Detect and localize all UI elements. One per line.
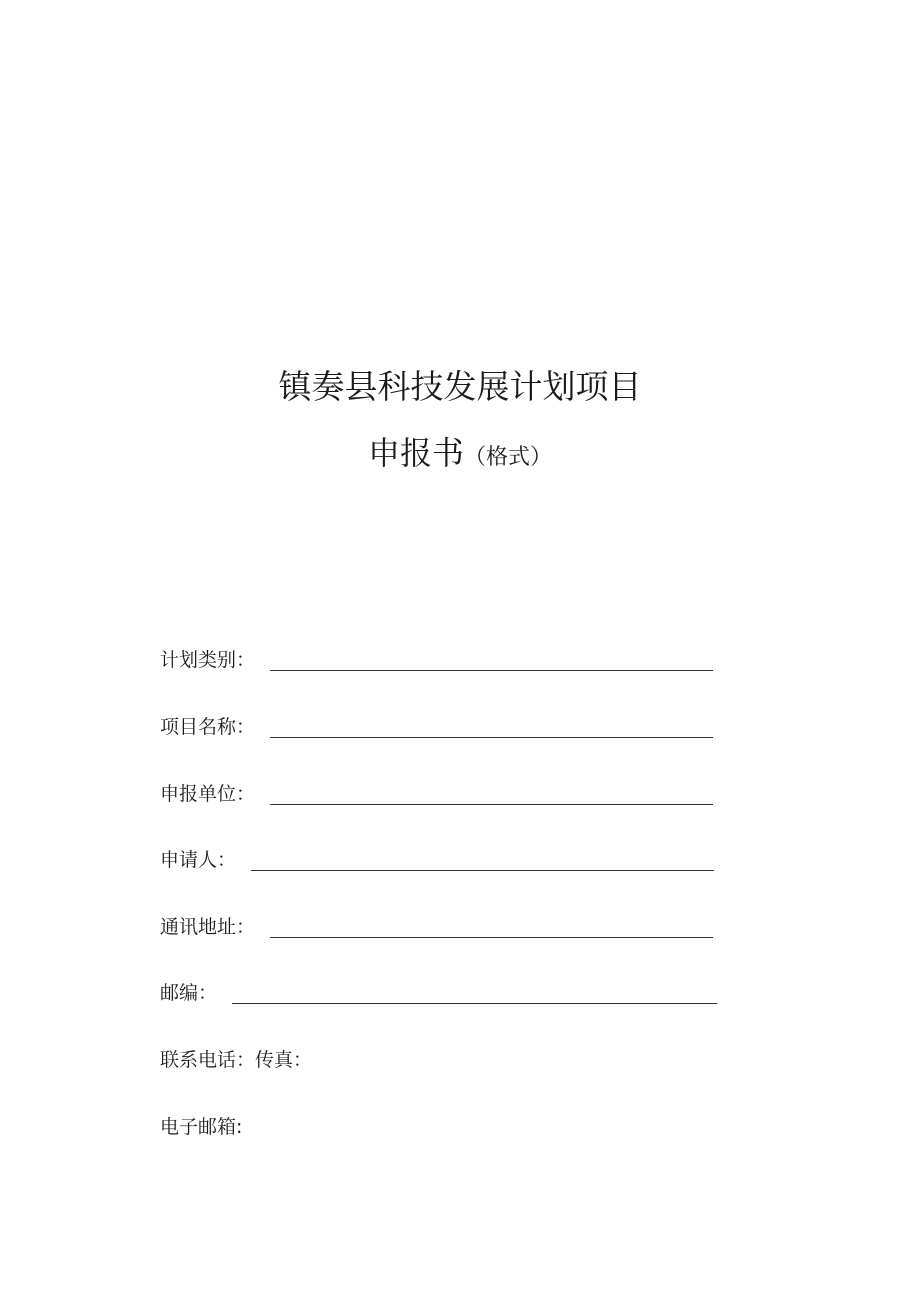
field-label: 申请人： [160,849,237,871]
field-label: 申报单位： [160,783,256,805]
field-label: 邮编： [160,982,218,1004]
field-label: 通讯地址： [160,916,256,938]
fill-in-line [270,737,713,738]
fill-in-line [270,937,713,938]
subtitle-format-note: （格式） [464,445,553,470]
document-subtitle [0,428,920,484]
document-title: 镇奏县科技发展计划项目 [278,367,642,406]
field-postal-code [160,976,717,1006]
field-phone-fax [160,1043,312,1073]
field-project-name [160,710,713,740]
field-applicant [160,843,714,873]
subtitle-main: 申报书 [367,434,464,472]
field-email [160,1110,242,1140]
field-mailing-address [160,910,713,940]
field-label: 电子邮箱: [160,1116,243,1138]
fill-in-line [232,1003,717,1004]
fill-in-line [251,870,714,871]
fill-in-line [270,670,713,671]
field-label: 项目名称： [160,716,256,738]
field-plan-category [160,643,713,673]
fill-in-line [270,804,713,805]
field-label: 计划类别： [160,649,256,671]
field-label: 联系电话：传真： [160,1049,313,1071]
field-applicant-unit [160,777,713,807]
